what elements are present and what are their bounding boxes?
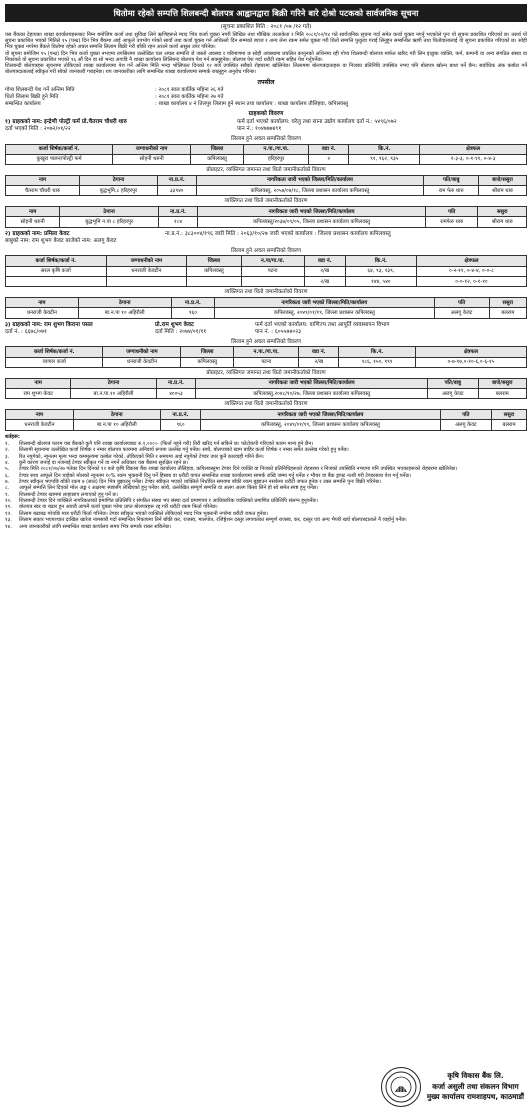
- schedule-value: : २०८१ साल कार्तिक महिना २६ गते: [155, 87, 224, 94]
- column-header: कि.नं.: [345, 256, 416, 266]
- column-header: नागरिकता जारी भएको जिल्ला/मिति/कार्यालय: [215, 298, 434, 308]
- column-header: नाम: [6, 378, 71, 388]
- table-cell: व्यापार कर्जा: [6, 357, 103, 367]
- borrower-3-collateral-guarantor-table: [5, 409, 527, 431]
- borrowers-heading: ग्राहकको विवरण: [248, 110, 284, 117]
- borrower-1-pan: पान नं.: १०४७७७४९१: [237, 126, 282, 133]
- table-cell: कपिलवस्तु, २०४९/०१/१९, जिल्ला प्रशासन कार्यालय कपिलवस्तु: [201, 420, 440, 430]
- bank-seal-icon: [381, 1067, 421, 1107]
- conditions-section: [5, 434, 527, 530]
- column-header: ठेगाना: [60, 207, 159, 217]
- table-cell: बुद्धभूमि,८ हरिहरपुर: [79, 186, 157, 196]
- table-cell: बलराम: [489, 308, 526, 318]
- column-header: नागरिकता जारी भएको जिल्ला/मिति/कार्यालय: [196, 175, 424, 185]
- condition-text: शिलबन्दी बोलपत्र फारम यस बैंकको कुनै पनि शाखा कार्यालयबाट रु.१,०००।- (फिर्ता नहुने गरी) तिरी खरिद गर्न सकिने छ। फोटोकपी गरिएको फारम मान्य हुने छैन।: [19, 441, 314, 448]
- condition-number: ९.: [5, 491, 10, 498]
- table-cell: [6, 277, 107, 287]
- table-row: [6, 357, 527, 367]
- column-header: नाम: [6, 298, 79, 308]
- condition-text: शिलबन्दी टेण्डर खाममा लाहाछाप लगाएको हुनु पर्ने छ।: [19, 491, 118, 498]
- table-cell: १८४: [158, 217, 197, 227]
- table-cell: ०-०-१२, ०-१-१०: [416, 277, 526, 287]
- borrower-1-name: १) ग्राहकको नाम: इन्द्रेणी पोल्ट्री फर्म प्रो.चैतराम चौधरी थारु: [5, 118, 127, 125]
- column-header: पति/बाबु: [424, 175, 479, 185]
- condition-number: ११.: [5, 504, 12, 511]
- notice-title: धितोमा रहेको सम्पत्ति शिलबन्दी बोलपत्र आह्वानद्वारा बिक्री गरिने बारे दोश्रो पटकको सार्वजनिक सूचना: [5, 4, 527, 22]
- column-header: नाम: [6, 207, 60, 217]
- column-header: पति: [426, 207, 478, 217]
- table-cell: ३३९४०: [157, 186, 196, 196]
- table-cell: श्रीराम थारु: [479, 186, 527, 196]
- column-header: न.पा/गा.पा.: [241, 256, 304, 266]
- table-cell: कपिलवस्तु: [181, 357, 234, 367]
- column-header: पति: [440, 410, 491, 420]
- schedule-key: गोप्य शिलबन्दी पेश गर्ने अन्तिम मिति: [5, 87, 75, 94]
- column-header: नागरिकता जारी भएको जिल्ला/मिति/कार्यालय: [196, 378, 428, 388]
- condition-text: बोलपत्र स्वर वा बढार हुन अघावै आफ्नै कर्जा चुक्ता गरेमा प्राप्त बोलपत्रहरू रद्द गरी धरौटी रकम फिर्ता गरिनेछ।: [19, 504, 218, 511]
- condition-text: टेण्डर मिति २०८१/०७/२७ गतेका दिन दिनको १२ बजे कृषि विकास बैंक शाखा कार्यालय तौलिहवा, कपिलवस्तुमा टेण्डर दिने व्यक्ति वा निजको प्रतिनिधिहरूको रोहबरमा र निजको उपस्थिति नभएमा पनि उपस्थित भएकाहरूको रोहबरमा खोलिनेछ।: [19, 466, 458, 473]
- column-header: नाम: [6, 410, 74, 420]
- table-cell: कपिलवस्तु,२०४८/१०/२७, जिल्ला प्रशासन कार्यालय कपिलवस्तु: [196, 389, 428, 399]
- borrower-1-registration: फर्म दर्ता भएको कार्यालय: घरेलु तथा साना उद्योग कार्यालय दर्ता नं.: ५४९६/०७२: [237, 118, 397, 125]
- table-cell: बा.न.पा १० अहिरौली: [78, 308, 171, 318]
- condition-text: शिलबन्दी टेण्डर दिने व्यक्तिले नागरिकताको प्रमाणित प्रतिलिपि र संगठित संस्था भए संस्था दर्ता प्रमाणपत्र र आधिकारिक व्यक्तिको प्रमाणित प्रतिलिपि संलग्न हुनुपर्नेछ।: [19, 498, 318, 505]
- borrower-3-property-table: [5, 346, 527, 368]
- property-heading: लिलाम हुने अचल सम्पत्तिको विवरण: [231, 135, 301, 142]
- condition-number: ६.: [5, 472, 10, 479]
- column-header: कर्जा शिर्षक/कर्जा नं.: [6, 347, 103, 357]
- intro-paragraph: शिलबन्दी बोलपत्रहरू सूचनामा तोकिएको शाखा कार्यालयमा पेश गर्ने अन्तिम मिति भन्दा भोलिपल्ट दिनको १२ बजे उपस्थित सबैको रोहबरमा खोलिनेछ। लिलाममा बोलपत्रदाताहरू वा निजका प्रतिनिधि उपस्थित नभए पनि बोलपत्र खोल्न बाधा पर्ने छैन। सर्वाधिक अंक कबोल गर्ने बोलपत्रदातालाई स्वीकृत गरी सोको जानकारी गराइनेछ। थप जानकारीका लागि सम्बन्धित शाखा कार्यालयमा सम्पर्क राख्नुहुन अनुरोध गरिन्छ।: [5, 63, 527, 76]
- condition-text: आफूले सम्पत्ति लिन दिएको मोल अङ्क र अक्षरमा स्पष्टसँग लेखिएको हुनु पर्नेछ। साथै, उल्लेखित सम्पूर्ण सम्पत्ति वा अलग अलग किसा लिने हो सो समेत स्पष्ट हुनु पर्नेछ।: [19, 485, 319, 492]
- schedule-list: [5, 87, 527, 108]
- property-heading: लिलाम हुने अचल सम्पत्तिको विवरण: [231, 247, 301, 254]
- publication-date: (सूचना प्रकाशित मिति : २०८१ /०७ /१२ गते): [220, 24, 312, 30]
- intro-paragraph: यो सूचना बमोजिम १५ (पन्ध्र) दिन भित्र कर्जा चुक्ता नभएमा तपसिलमा उल्लेखित चल अचल सम्पत्ति जे जस्तो अवस्था र परिमाणमा छ सोही अवस्थामा प्रचलित कानुनको अधिनमा रही गोप्य शिलबन्दी बोलपत्र मार्फत खरिद गरी लिन इच्छुक व्यक्ति, फर्म, कम्पनी वा अन्य संगठित संस्था वा निकायले यो सूचना प्रकाशित भएको १६ औं दिन वा सो भन्दा अगाडि नै शाखा कार्यालय लिलिबन्द बोलपत्र पेश गर्न सक्नुहुनेछ। बोलपत्र पेश गर्दा धरौटी रकम सहित पेश गर्नुपर्नेछ।: [5, 50, 527, 63]
- column-header: क्षेत्रफल: [416, 256, 526, 266]
- table-cell: बा.न.पा १० अहिरौली: [73, 420, 160, 430]
- condition-number: ४.: [5, 460, 10, 467]
- column-header: जिल्ला: [181, 347, 234, 357]
- table-cell: सोहनी थरुनी: [113, 154, 191, 164]
- table-cell: अलगु केवट: [434, 308, 489, 318]
- borrower-1-details: [5, 119, 527, 134]
- table-cell: ९६०: [171, 308, 214, 318]
- table-row: [6, 217, 527, 227]
- column-header: नागरिकता जारी भएको जिल्ला/मिति/कार्यालय: [198, 207, 426, 217]
- schedule-heading: तपसील: [257, 78, 275, 86]
- footer-signature: [381, 1067, 524, 1107]
- table-cell: कपिलवस्तु, २०४९/०१/१९, जिल्ला प्रशासन कपिलवस्तु: [215, 308, 434, 318]
- column-header: क्षेत्रफल: [415, 347, 526, 357]
- intro-paragraph: यस बैंकका देहायका शाखा कार्यालयहरूबाट निम्न बमोजिम कर्जा तथा सुविधा लिने ऋणिहरूले म्याद भित्र कर्जा चुक्ता नगरी लिखित तथा मौखिक तरताकेता र मिति २०८१/०२/१४ गते सार्वजनिक सूचना गर्दा समेत कर्जा चुक्ता नगर्नु भएकोले पुनः यो सूचना प्रकाशित गरिएको छ। तसर्थ यो सूचना प्रकाशित भएको मितिले १५ (पन्ध्र) दिन भित्र बैंकमा आई आफूले उपभोग गरेको सावाँ तथा कर्जा चुक्ता गर्न अधिल्लो दिन सम्मको ब्याज र अन्य लेना रकम समेत चुक्ता गरी धितो सम्पत्ति फुकुवा गराई लिनुहुन सम्बन्धित ऋणी तथा धितोवालालाई यो सूचना प्रकाशित गरिएको छ। सोही भित्र चुक्ता नगरेमा बैंकले धितोमा रहेको अचल सम्पत्ति लिलाम बिक्री गरी बाँकी रहन आउने कर्जा असुल उपर गरिनेछ।: [5, 31, 527, 51]
- borrower-3-guarantor-table: [5, 378, 527, 400]
- table-cell: १८६, १५०, १९१: [339, 357, 416, 367]
- table-cell: २/ख: [304, 266, 345, 276]
- schedule-row: [5, 101, 527, 108]
- table-cell: चैतराम चौधरी थारु: [6, 186, 80, 196]
- condition-number: १३.: [5, 517, 12, 524]
- guarantor-heading: व्यक्तिगत तथा धितो जमानीकर्ताको विवरण: [224, 401, 308, 408]
- table-cell: धनराजी केवटीन: [6, 420, 74, 430]
- column-header: ससुरा: [492, 410, 527, 420]
- table-cell: सोहनी थरुनी: [6, 217, 60, 227]
- borrower-2-citizenship: ना.प्र.नं.: ३८३००४/१९६ जारी मिति : २०६३/१०/२७ जारी भएको कार्यालय : जिल्ला प्रशासन कार्यालय कपिलवस्तु: [165, 230, 391, 237]
- column-header: वडा नं.: [309, 144, 349, 154]
- table-header-row: [6, 175, 527, 185]
- table-cell: बलराम: [492, 420, 527, 430]
- borrower-1-property-table: [5, 144, 527, 166]
- column-header: बाजे/ससुरा: [478, 378, 527, 388]
- schedule-key: धितो लिलाम बिक्री हुने मिति: [5, 94, 59, 100]
- column-header: पति/बाबु: [428, 378, 478, 388]
- condition-number: २.: [5, 447, 10, 454]
- borrower-1-collateral-guarantor-table: [5, 206, 527, 228]
- column-header: न.पा./गा.पा.: [234, 347, 299, 357]
- condition-number: ३.: [5, 453, 10, 460]
- borrower-2-family: बाबुको नाम: राम शुभग केवट बाजेको नाम: अलगु केवट: [5, 238, 117, 245]
- table-row: [6, 389, 527, 399]
- column-header: कर्जा शिर्षक/कर्जा नं.: [6, 144, 113, 154]
- table-cell: सरल कृषि कर्जा: [6, 266, 107, 276]
- borrower-2-name: २) ग्राहकको नाम: प्रमिला केवट: [5, 230, 70, 237]
- table-header-row: [6, 378, 527, 388]
- table-cell: कपिलवस्तु: [187, 266, 241, 276]
- table-cell: २: [309, 154, 349, 164]
- borrower-3-pan: पान नं. : ६०५५७४०२३: [255, 329, 302, 336]
- table-row: [6, 277, 527, 287]
- table-row: [6, 420, 527, 430]
- table-header-row: [6, 347, 527, 357]
- table-cell: ०-२-११, ०-४-४, ०-०-८: [416, 266, 526, 276]
- column-header: न.पा./गा.पा.: [243, 144, 308, 154]
- column-header: जिल्ला: [191, 144, 244, 154]
- intro-text: [5, 32, 527, 76]
- column-header: ससुरा: [489, 298, 526, 308]
- table-cell: ९६०: [160, 420, 201, 430]
- table-cell: २/ख: [304, 277, 345, 287]
- table-cell: ४००५३: [156, 389, 196, 399]
- conditions-heading: शर्तहरू:: [5, 433, 20, 440]
- borrower-2-guarantor-table: [5, 297, 527, 319]
- borrower-3-details: [5, 322, 527, 337]
- column-header: ना.प्र.नं.: [158, 207, 197, 217]
- condition-number: ५.: [5, 466, 10, 473]
- borrower-3-registration: फर्म दर्ता भएको कार्यालय: वाणिज्य तथा आपूर्ति व्यवस्थापन विभाग: [255, 321, 390, 328]
- table-row: [6, 266, 527, 276]
- table-cell: पटना: [234, 357, 299, 367]
- column-header: वडा नं.: [299, 347, 339, 357]
- table-cell: बलराम: [478, 389, 527, 399]
- condition-number: ७.: [5, 479, 10, 486]
- column-header: कि.नं.: [339, 347, 416, 357]
- table-row: [6, 308, 527, 318]
- table-cell: धनराजी केवटीन: [6, 308, 79, 318]
- column-header: वडा नं.: [304, 256, 345, 266]
- column-header: पति: [434, 298, 489, 308]
- condition-number: १२.: [5, 510, 12, 517]
- table-cell: [241, 277, 304, 287]
- column-header: जग्गाधनीको नाम: [113, 144, 191, 154]
- condition-number: १०.: [5, 498, 12, 505]
- table-cell: [106, 277, 187, 287]
- table-cell: राम फेरु थारु: [424, 186, 479, 196]
- table-cell: ६४, ९३, १३९,: [345, 266, 416, 276]
- table-header-row: [6, 256, 527, 266]
- column-header: ना.प्र.नं.: [160, 410, 201, 420]
- table-cell: कपिलवस्तु/२०३७/०९/०५, जिल्ला प्रशासन कार्यालय कपिलवस्तु: [198, 217, 426, 227]
- column-header: ना.प्र.नं.: [171, 298, 214, 308]
- borrower-2-details: [5, 231, 527, 246]
- column-header: जग्गाधनीको नाम: [103, 347, 181, 357]
- condition-item: [5, 524, 527, 530]
- column-header: ना.प्र.नं.: [156, 378, 196, 388]
- table-cell: धनराजी केवटीन: [106, 266, 187, 276]
- column-header: ठेगाना: [78, 298, 171, 308]
- condition-text: कुनै कारण जनाई वा नजनाई टेण्डर स्वीकृत गर्ने वा नगर्ने अधिकार यस बैंकमा सुरक्षित रहने छ।: [19, 460, 189, 467]
- condition-text: लिलाम सकार भएपश्चात दाखिल खारेज नामसारी गर्दा सम्बन्धित निकायमा तिर्न बाँकी कर, राजस्व, मालपोत, रजिष्ट्रेशन दस्तुर लगायतका सम्पूर्ण राजस्व, कर, दस्तुर एवं अन्य भैपरी खर्च बोलपत्रदाताले नै व्यहोर्नु पर्नेछ।: [19, 517, 407, 524]
- department-name: कर्जा असुली तथा संकलन विभाग: [432, 1081, 519, 1091]
- property-heading: लिलाम हुने अचल सम्पत्तिको विवरण: [231, 338, 301, 345]
- table-cell: २/ख: [299, 357, 339, 367]
- table-cell: रामफेरु थारु: [426, 217, 478, 227]
- borrower-3-name: ३) ग्राहकको नाम: राम शुभग किराना पसल: [5, 321, 93, 328]
- guarantor-heading: प्रोप्राइटर, व्यक्तिगत जमानत तथा धितो जमानीकर्ताको विवरण: [206, 370, 326, 377]
- condition-number: १४.: [5, 523, 12, 530]
- table-cell: कुखुरा पालन/पोल्ट्री फर्म: [6, 154, 113, 164]
- guarantor-heading: व्यक्तिगत तथा धितो जमानीकर्ताको विवरण: [224, 198, 308, 205]
- column-header: ठेगाना: [73, 410, 160, 420]
- table-cell: १-३-३, ०-१-११, ०-४-३: [420, 154, 527, 164]
- column-header: जग्गाधनीको नाम: [106, 256, 187, 266]
- condition-text: लिलामी सूचनामा उल्लेखित कर्जा शिर्षक र नम्बर बोलपत्र फारममा अनिवार्य रूपमा उल्लेख गर्नु पर्नेछ। साथै, बोलपत्रको खाम बाहिर कर्जा शिर्षक र नम्बर समेत उल्लेख गरेको हुनु पर्नेछ।: [19, 447, 349, 454]
- table-cell: कपिलवस्तु, २०५७/०७/१८, जिल्ला प्रशासन कार्यालय कपिलवस्तु: [196, 186, 424, 196]
- conditions-list: [5, 441, 527, 530]
- table-header-row: [6, 410, 527, 420]
- table-header-row: [6, 207, 527, 217]
- borrower-2-property-table: [5, 255, 527, 287]
- table-cell: कपिलवस्तु: [191, 154, 244, 164]
- schedule-row: [5, 87, 527, 94]
- borrower-3-proprietor: प्रो.राम शुभग केवट: [155, 321, 194, 328]
- condition-number: ८.: [5, 485, 10, 492]
- table-cell: धनराजी केवटीन: [103, 357, 181, 367]
- schedule-value: : २०८१ साल कार्तिक महिना २७ गते: [155, 94, 224, 100]
- table-cell: ९१, १६२, ९३५: [349, 154, 420, 164]
- column-header: ना.प्र.नं.: [157, 175, 196, 185]
- column-header: ससुरा: [478, 207, 527, 217]
- condition-text: टेण्डर साथ आफूले दिन चाहेको मोलको न्यूनतम १०% रकम भुक्तानी दिनु पर्ने हिसाब वा धरौटी वापत सम्बन्धित शाखा कार्यालयमा सम्पर्क राखि जम्मा गर्नु पर्नेछ र भौचर वा बैंक ड्राफ्ट नत्थी गरी टेण्डरसाथ पेश गर्नु पर्नेछ।: [19, 472, 411, 479]
- table-row: [6, 154, 527, 164]
- guarantor-heading: व्यक्तिगत तथा धितो जमानीकर्ताको विवरण: [224, 289, 308, 296]
- condition-number: १.: [5, 441, 10, 448]
- schedule-key: सम्बन्धित कार्यालय: [5, 100, 41, 107]
- table-cell: श्रीराम थारु: [478, 217, 527, 227]
- table-cell: राम शुभग केवट: [6, 389, 71, 399]
- table-cell: पटना: [241, 266, 304, 276]
- column-header: कि.नं.: [349, 144, 420, 154]
- table-cell: बा.न.पा.१० अहिरौली: [71, 389, 156, 399]
- guarantor-heading: प्रोप्राइटर, व्यक्तिगत जमानत तथा धितो जमानीकर्ताको विवरण: [206, 167, 326, 174]
- column-header: क्षेत्रफल: [420, 144, 527, 154]
- borrower-3-reg-date: दर्ता मिति : २०७४/०१/११: [155, 329, 207, 336]
- schedule-row: [5, 94, 527, 101]
- condition-text: टेण्डर स्वीकृत भएपछि बाँकी रकम ७ (सात) दिन भित्र बुझाउनु पर्नेछ। टेण्डर स्वीकृत भएको व्यक्तिले निर्धारित समयमा बाँकी रकम बुझाउन नसकेमा धरौटी जफत हुनेछ र उक्त सम्पत्ति पुनः बिक्री गरिनेछ।: [19, 479, 381, 486]
- column-header: ठेगाना: [79, 175, 157, 185]
- table-cell: अलगु केवट: [440, 420, 491, 430]
- borrower-3-reg-no: दर्ता नं. : ६६७८/०७१: [5, 329, 47, 336]
- head-office: मुख्य कार्यालय रामशाहपथ, काठमाडौं: [426, 1092, 524, 1102]
- schedule-value: : शाखा कार्यालय ४ नं तिलपुर लिलाम हुने स्थान तथा कार्यालय : शाखा कार्यालय तौलिहवा, कपिलवस्तु: [155, 100, 349, 107]
- table-header-row: [6, 144, 527, 154]
- condition-text: रित नपुगेको, न्यूनतम मूल्य भन्दा कममूल्यमा कबोल गरेको, तोकिएको मिति र समयमा आई नपुगेको टेण्डर उपर कुनै कारवाही गरिने छैन।: [19, 453, 264, 460]
- column-header: ठेगाना: [71, 378, 156, 388]
- column-header: बाजे/ससुरा: [479, 175, 527, 185]
- column-header: कर्जा शिर्षक/कर्जा नं.: [6, 256, 107, 266]
- table-cell: अलगु केवट: [428, 389, 478, 399]
- borrower-1-reg-date: दर्ता भएको मिति : २०७२/०१/२२: [5, 126, 71, 133]
- column-header: नाम: [6, 175, 80, 185]
- table-header-row: [6, 298, 527, 308]
- condition-text: लिलाम बढाबढ गरेपछि मात्र धरौटी फिर्ता गरिनेछ। टेण्डर स्वीकृत भएको व्यक्तिले तोकिएको म्याद भित्र भुक्तानी नगरेमा धरौटी जफत हुनेछ।: [19, 510, 268, 517]
- table-row: [6, 186, 527, 196]
- table-cell: बुद्धभूमि न.पा ८ हरिहरपुर: [60, 217, 159, 227]
- table-cell: [187, 277, 241, 287]
- borrower-1-guarantor-table: [5, 175, 527, 197]
- column-header: नागरिकता जारी भएको जिल्ला/मिति/कार्यालय: [201, 410, 440, 420]
- column-header: जिल्ला: [187, 256, 241, 266]
- table-cell: ०-७-१७,०-१०-६,०-६-१५: [415, 357, 526, 367]
- bank-name: कृषि विकास बैंक लि.: [447, 1071, 504, 1081]
- condition-text: अन्य जानकारीको लागि सम्बन्धित शाखा कार्यालय समय भित्र सम्पर्क राख्न सकिनेछ।: [19, 523, 172, 530]
- table-cell: हरिहरपुर: [243, 154, 308, 164]
- table-cell: १४४, ५४०: [345, 277, 416, 287]
